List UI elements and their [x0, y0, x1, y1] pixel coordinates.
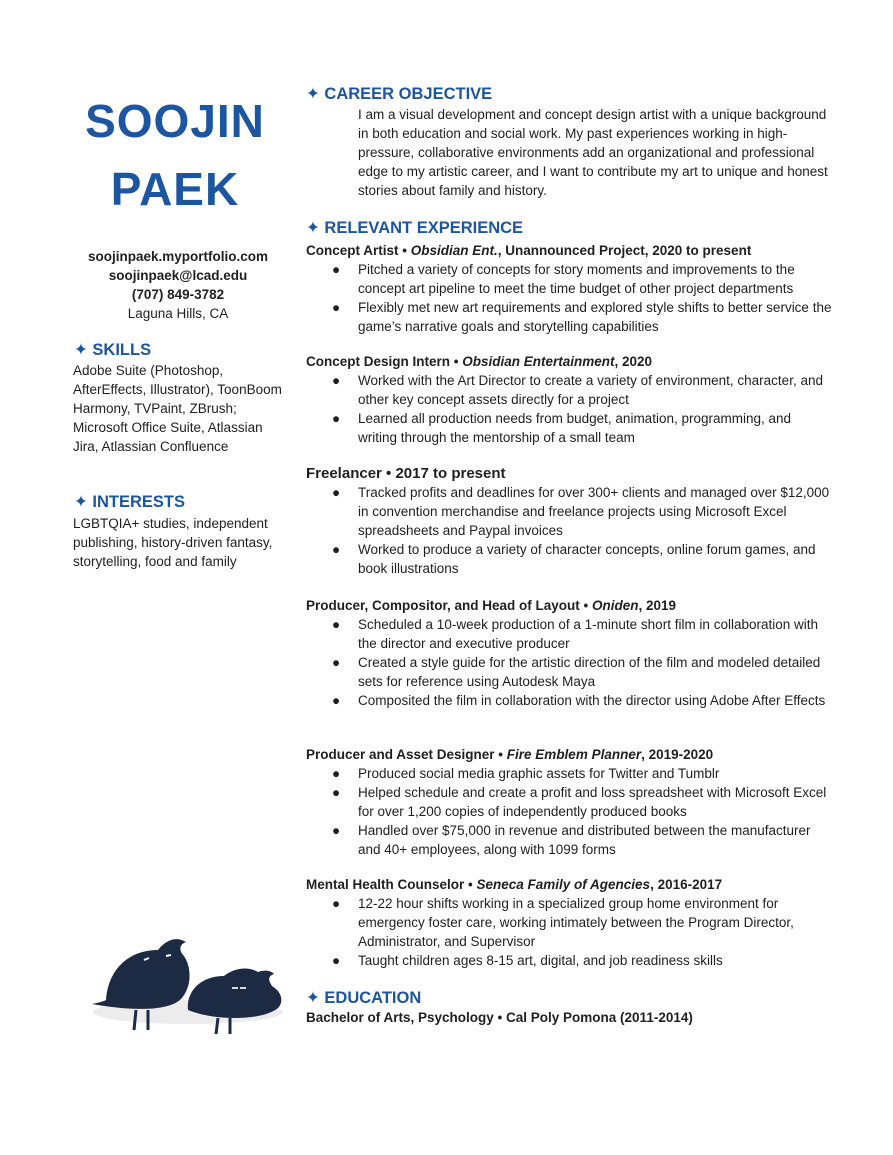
phone-number: (707) 849-3782 — [131, 287, 225, 302]
first-name: SOOJIN — [85, 95, 265, 147]
bullet-icon: ● — [332, 617, 341, 632]
bullet-icon: ● — [332, 411, 341, 426]
objective-text: I am a visual development and concept design artist with a unique background in both education and social work. My past experiences working in high-pressure, collaborative environments add an organizational and professional edge to my artistic career, and I want to contribute my art to unique and honest stories about family and history. — [358, 107, 828, 198]
job-bullet: ● Pitched a variety of concepts for story moments and improvements to the concept art pipeline to meet the time budget of other project departments — [332, 262, 795, 296]
interests-heading: ✦ INTERESTS — [74, 493, 186, 511]
bullet-icon: ● — [332, 766, 341, 781]
skills-heading: ✦ SKILLS — [74, 341, 152, 359]
job-bullet: ● Taught children ages 8-15 art, digital, and job readiness skills — [332, 953, 723, 968]
job-entry — [306, 745, 846, 859]
education-text: Bachelor of Arts, Psychology • Cal Poly Pomona (2011-2014) — [306, 1010, 693, 1025]
bullet-icon: ● — [332, 823, 341, 838]
interests-text: LGBTQIA+ studies, independent publishing, history-driven fantasy, storytelling, food and family — [73, 516, 273, 569]
job-entry — [306, 352, 846, 447]
job-bullet: ● Tracked profits and deadlines for over 300+ clients and managed over $12,000 in convention merchandise and freelance projects using Microsoft Excel spreadsheets and Paypal invoices — [332, 485, 830, 538]
crow-illustration-icon — [88, 930, 288, 1045]
bullet-icon: ● — [332, 373, 341, 388]
job-title: Producer and Asset Designer • Fire Emblem Planner, 2019-2020 — [306, 747, 714, 762]
education-heading: ✦ EDUCATION — [306, 989, 422, 1007]
bullet-icon: ● — [332, 300, 341, 315]
bullet-icon: ● — [332, 896, 341, 911]
location: Laguna Hills, CA — [127, 306, 229, 321]
job-bullet: ● Scheduled a 10-week production of a 1-minute short film in collaboration with the director and executive producer — [332, 617, 819, 651]
job-entry — [306, 596, 846, 710]
last-name: PAEK — [110, 163, 240, 215]
job-bullet: ● Helped schedule and create a profit and loss spreadsheet with Microsoft Excel for over 1,200 copies of independently produced books — [332, 785, 827, 819]
experience-heading: ✦ RELEVANT EXPERIENCE — [306, 219, 524, 237]
bullet-icon: ● — [332, 693, 341, 708]
website-link[interactable]: soojinpaek.myportfolio.com — [87, 249, 269, 264]
skills-text: Adobe Suite (Photoshop, AfterEffects, Illustrator), ToonBoom Harmony, TVPaint, ZBrush; Microsoft Office Suite, Atlassian Jira, Atlassian Confluence — [73, 363, 282, 454]
job-bullet: ● Composited the film in collaboration with the director using Adobe After Effects — [332, 693, 826, 708]
job-entry — [306, 875, 846, 970]
job-bullet: ● Worked to produce a variety of character concepts, online forum games, and book illustrations — [332, 542, 816, 576]
job-title: Mental Health Counselor • Seneca Family of Agencies, 2016-2017 — [306, 877, 723, 892]
job-bullet: ● Learned all production needs from budget, animation, programming, and writing through the mentorship of a small team — [332, 411, 792, 445]
email-link[interactable]: soojinpaek@lcad.edu — [108, 268, 248, 283]
job-bullet: ● 12-22 hour shifts working in a specialized group home environment for emergency foster care, working intimately between the Program Director, Administrator, and Supervisor — [332, 896, 794, 949]
bullet-icon: ● — [332, 542, 341, 557]
job-title: Concept Artist • Obsidian Ent., Unannounced Project, 2020 to present — [306, 243, 752, 258]
job-bullet: ● Created a style guide for the artistic direction of the film and modeled detailed sets for reference using Autodesk Maya — [332, 655, 821, 689]
job-entry — [306, 464, 846, 578]
job-bullet: ● Worked with the Art Director to create a variety of environment, character, and other key concept assets directly for a project — [332, 373, 823, 407]
job-entry — [306, 241, 846, 336]
job-bullet: ● Produced social media graphic assets for Twitter and Tumblr — [332, 766, 720, 781]
job-title: Producer, Compositor, and Head of Layout • Oniden, 2019 — [306, 598, 677, 613]
job-bullet: ● Handled over $75,000 in revenue and distributed between the manufacturer and 40+ employees, along with 1099 forms — [332, 823, 811, 857]
objective-heading: ✦ CAREER OBJECTIVE — [306, 85, 493, 103]
job-title: Concept Design Intern • Obsidian Entertainment, 2020 — [306, 354, 653, 369]
bullet-icon: ● — [332, 953, 341, 968]
bullet-icon: ● — [332, 262, 341, 277]
job-title: Freelancer • 2017 to present — [306, 465, 506, 482]
bullet-icon: ● — [332, 785, 341, 800]
bullet-icon: ● — [332, 655, 341, 670]
job-bullet: ● Flexibly met new art requirements and explored style shifts to better service the game’s narrative goals and storytelling capabilities — [332, 300, 832, 334]
contact-block — [60, 247, 296, 323]
bullet-icon: ● — [332, 485, 341, 500]
